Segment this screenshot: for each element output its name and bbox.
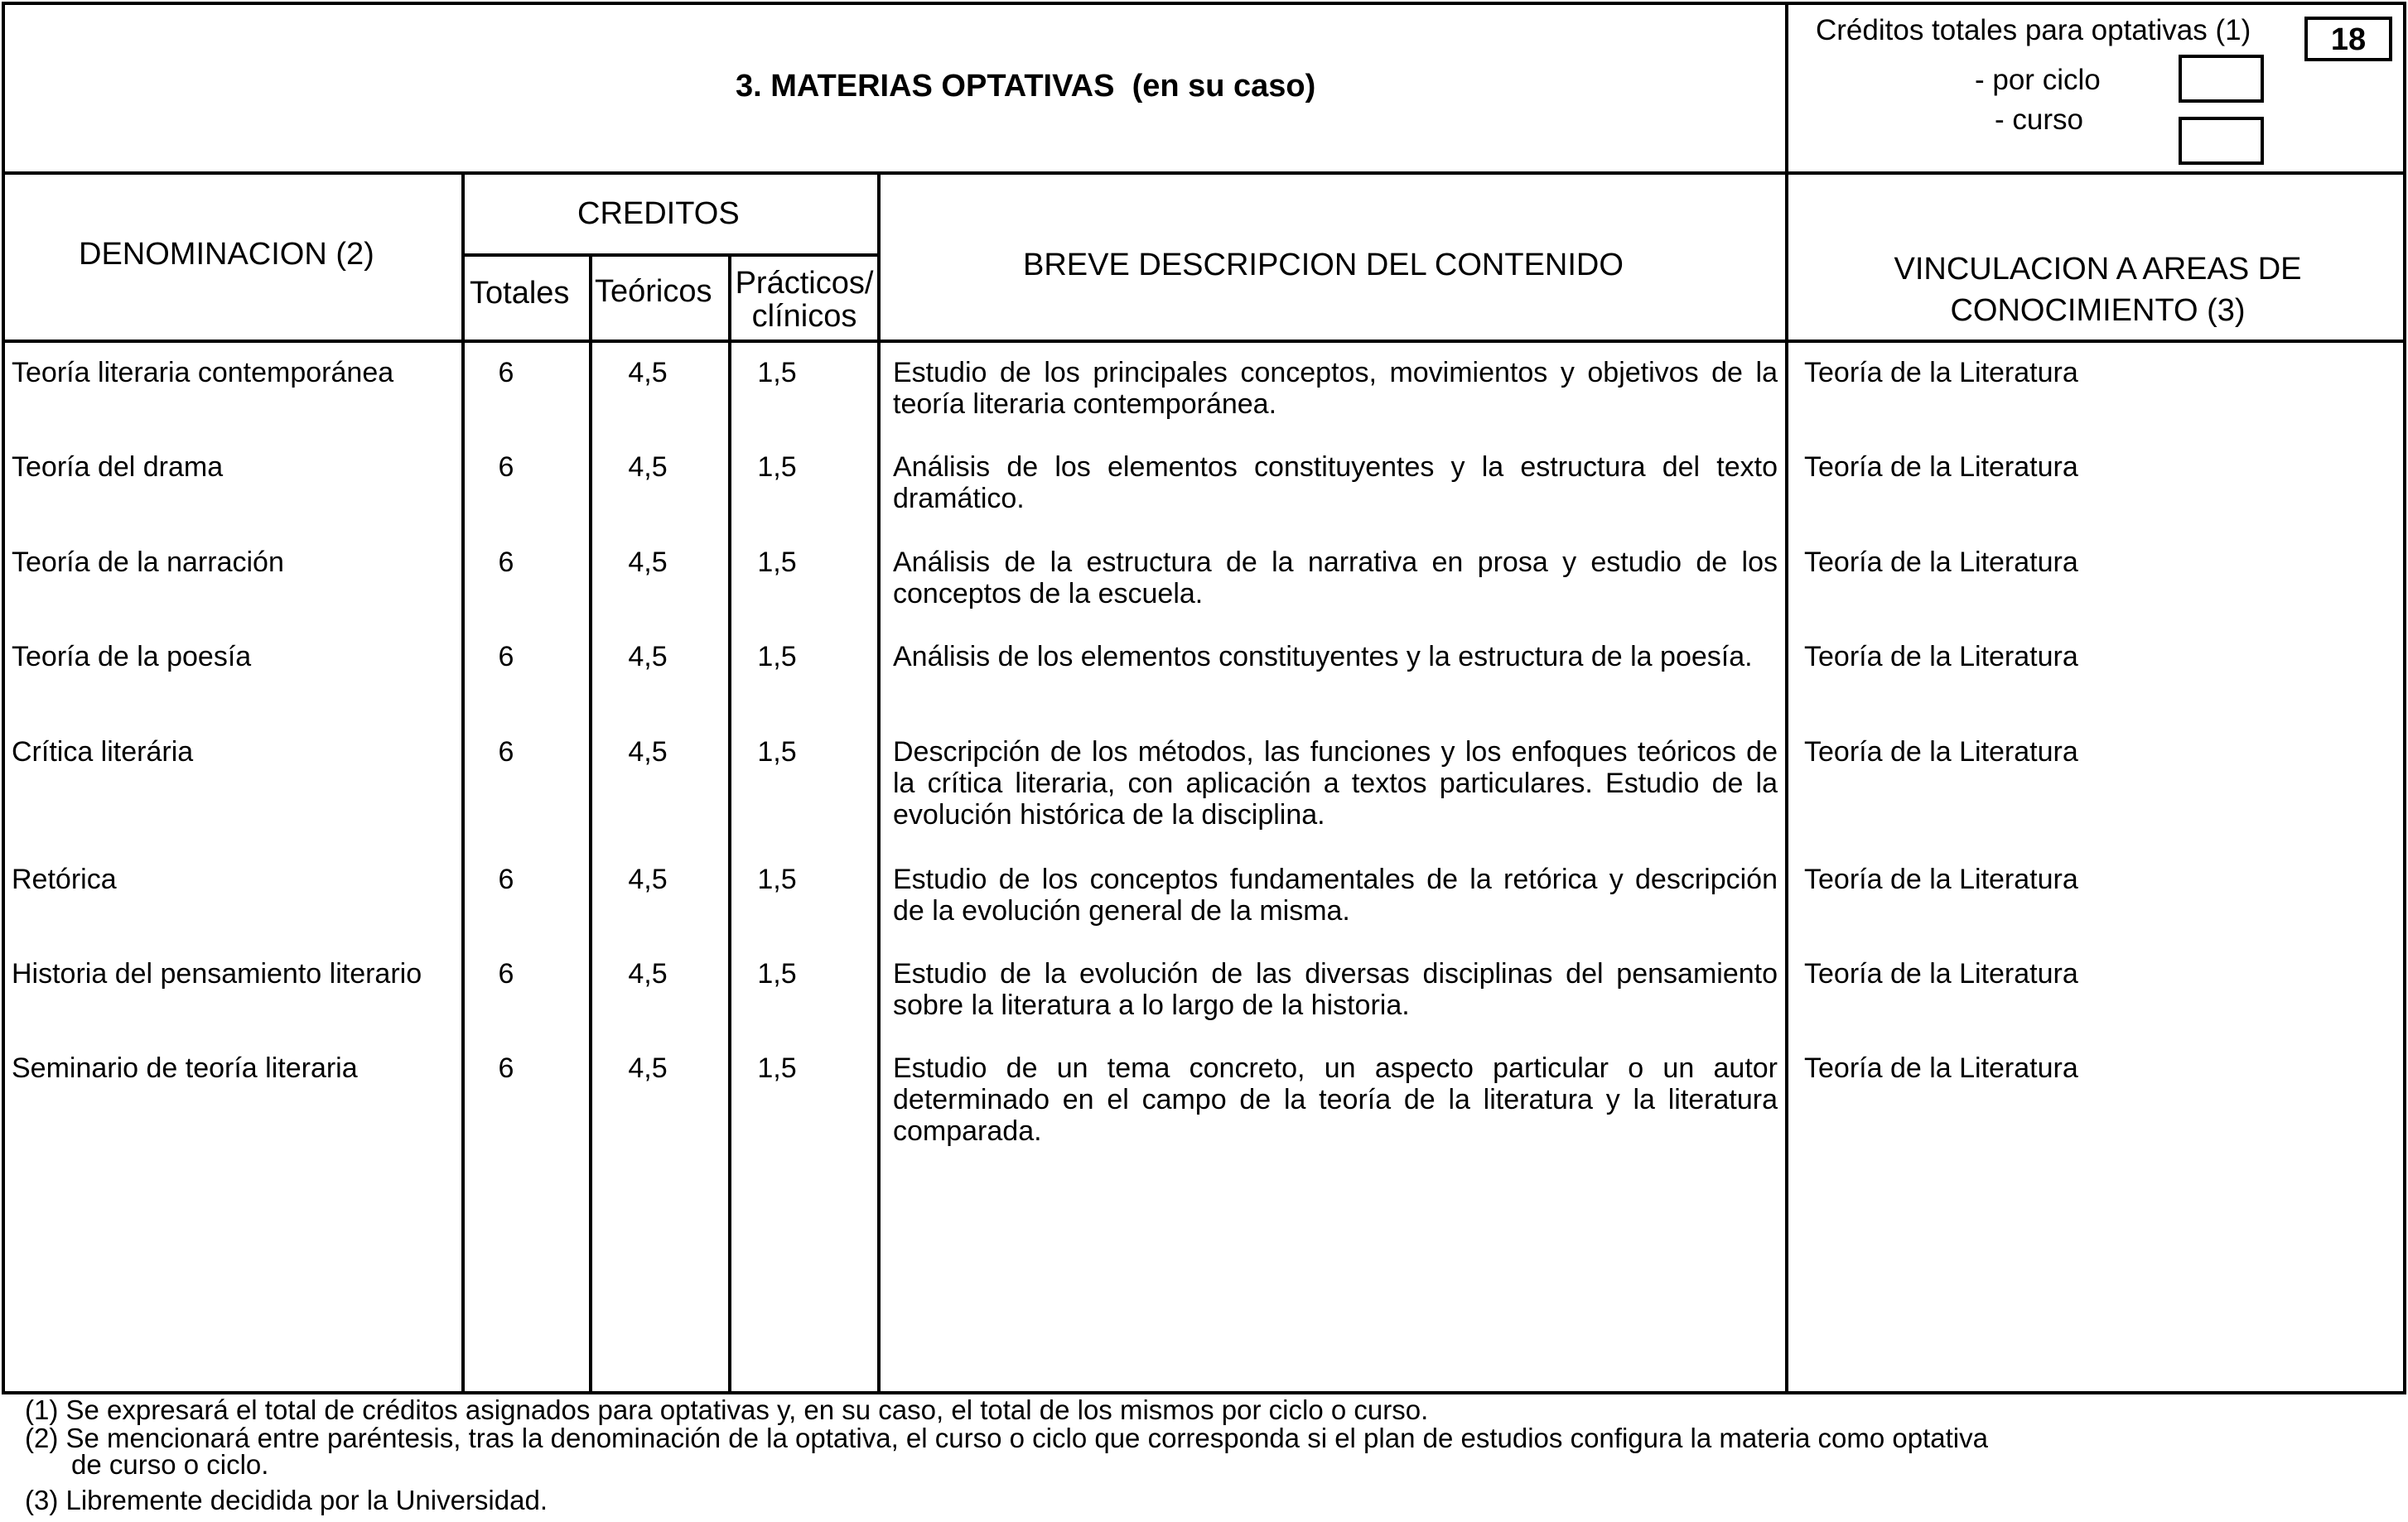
table-row-theoretical: 4,5	[628, 641, 668, 672]
column-header-area-line2: CONOCIMIENTO (3)	[1950, 293, 2246, 328]
table-row-theoretical: 4,5	[628, 451, 668, 483]
table-row-description: Análisis de los elementos constituyentes y la estructura del texto dramático.	[893, 451, 1778, 514]
table-row-totals: 6	[498, 547, 514, 578]
table-row-totals: 6	[498, 958, 514, 990]
table-row-practical: 1,5	[757, 958, 797, 990]
credits-total-label: Créditos totales para optativas (1)	[1816, 14, 2251, 46]
table-row-area: Teoría de la Literatura	[1804, 547, 2078, 578]
table-row-totals: 6	[498, 357, 514, 388]
table-row-description: Análisis de los elementos constituyentes y la estructura de la poesía.	[893, 641, 1753, 672]
table-row-description: Análisis de la estructura de la narrativa en prosa y estudio de los conceptos de la escuela.	[893, 547, 1778, 609]
name-column-divider	[461, 171, 465, 1394]
table-row-totals: 6	[498, 451, 514, 483]
footnote-1: (1) Se expresará el total de créditos asignados para optativas y, en su caso, el total de los mismos por ciclo o curso.	[25, 1394, 1429, 1425]
table-row-description: Descripción de los métodos, las funciones y los enfoques teóricos de la crítica literaria, con aplicación a textos particulares. Estudio de la evolución histórica de la disciplina.	[893, 736, 1778, 831]
table-row-description: Estudio de los conceptos fundamentales de la retórica y descripción de la evolución general de la misma.	[893, 864, 1778, 927]
per-course-label: - curso	[1995, 104, 2083, 136]
table-row-theoretical: 4,5	[628, 736, 668, 768]
table-row-area: Teoría de la Literatura	[1804, 958, 2078, 990]
table-row-practical: 1,5	[757, 864, 797, 895]
credits-subheader-divider	[464, 253, 881, 257]
table-row-totals: 6	[498, 641, 514, 672]
table-row-description: Estudio de los principales conceptos, movimientos y objetivos de la teoría literaria contemporánea.	[893, 357, 1778, 420]
section-title-note: (en su caso)	[1132, 69, 1316, 104]
column-header-name: DENOMINACION (2)	[79, 237, 374, 272]
table-row-area: Teoría de la Literatura	[1804, 864, 2078, 895]
totals-column-divider	[589, 253, 592, 1394]
table-row-practical: 1,5	[757, 736, 797, 768]
credits-total-box: 18	[2304, 17, 2392, 61]
table-row-name: Teoría de la narración	[12, 547, 284, 578]
table-row-name: Teoría de la poesía	[12, 641, 252, 672]
table-row-name: Teoría literaria contemporánea	[12, 357, 394, 388]
column-header-area	[1789, 248, 2406, 331]
section-title-text: 3. MATERIAS OPTATIVAS	[736, 69, 1115, 104]
description-column-divider	[1785, 2, 1788, 1394]
header-divider	[2, 171, 2406, 175]
table-row-name: Seminario de teoría literaria	[12, 1052, 358, 1084]
table-row-name: Crítica literária	[12, 736, 194, 768]
table-row-name: Historia del pensamiento literario	[12, 958, 422, 990]
column-header-description: BREVE DESCRIPCION DEL CONTENIDO	[1023, 248, 1624, 282]
section-title	[736, 66, 1315, 106]
table-row-theoretical: 4,5	[628, 547, 668, 578]
theoretical-column-divider	[728, 253, 731, 1394]
column-header-practical-line1: Prácticos/	[735, 266, 874, 301]
table-row-totals: 6	[498, 736, 514, 768]
table-row-name: Retórica	[12, 864, 117, 895]
column-header-credits: CREDITOS	[577, 196, 740, 231]
table-row-theoretical: 4,5	[628, 357, 668, 388]
table-row-name: Teoría del drama	[12, 451, 224, 483]
table-row-practical: 1,5	[757, 641, 797, 672]
table-frame	[2, 2, 2406, 1394]
table-row-description: Estudio de la evolución de las diversas disciplinas del pensamiento sobre la literatura a lo largo de la historia.	[893, 958, 1778, 1021]
per-course-box	[2179, 117, 2264, 165]
column-header-area-line1: VINCULACION A AREAS DE	[1894, 252, 2302, 287]
table-row-area: Teoría de la Literatura	[1804, 641, 2078, 672]
column-header-totals: Totales	[470, 276, 570, 311]
table-row-practical: 1,5	[757, 1052, 797, 1084]
table-row-area: Teoría de la Literatura	[1804, 1052, 2078, 1084]
footnote-3: (3) Libremente decidida por la Universidad.	[25, 1485, 548, 1515]
footnote-2-line1: (2) Se mencionará entre paréntesis, tras la denominación de la optativa, el curso o ciclo que corresponda si el plan de estudios configura la materia como optativa	[25, 1423, 1988, 1453]
column-header-practical	[732, 267, 876, 333]
footnote-2-line2: de curso o ciclo.	[71, 1449, 269, 1480]
column-header-theoretical: Teóricos	[595, 274, 712, 309]
table-row-area: Teoría de la Literatura	[1804, 736, 2078, 768]
credits-column-divider	[877, 171, 881, 1394]
per-cycle-box	[2179, 55, 2264, 103]
per-cycle-label: - por ciclo	[1975, 64, 2101, 96]
table-row-area: Teoría de la Literatura	[1804, 451, 2078, 483]
table-row-theoretical: 4,5	[628, 958, 668, 990]
table-row-practical: 1,5	[757, 547, 797, 578]
table-row-practical: 1,5	[757, 357, 797, 388]
table-row-totals: 6	[498, 1052, 514, 1084]
table-row-theoretical: 4,5	[628, 864, 668, 895]
table-row-description: Estudio de un tema concreto, un aspecto particular o un autor determinado en el campo de la teoría de la literatura y la literatura comparada.	[893, 1052, 1778, 1147]
table-row-practical: 1,5	[757, 451, 797, 483]
table-row-theoretical: 4,5	[628, 1052, 668, 1084]
table-row-totals: 6	[498, 864, 514, 895]
column-header-divider	[2, 340, 2406, 343]
table-row-area: Teoría de la Literatura	[1804, 357, 2078, 388]
column-header-practical-line2: clínicos	[751, 299, 857, 334]
